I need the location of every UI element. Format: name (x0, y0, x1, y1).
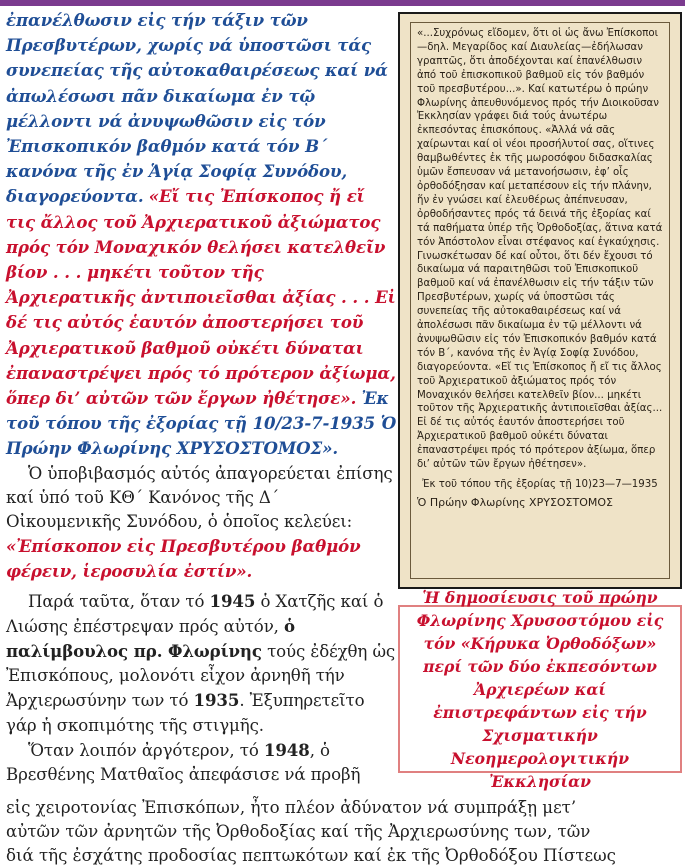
full-width-line-2: αὐτῶν τῶν ἀρνητῶν τῆς Ὀρθοδοξίας καί τῆς Ἀρχιερωσύνης των, τῶν (6, 822, 591, 841)
year-1935: 1935 (193, 690, 240, 711)
clipping-body: «...Συχρόνως εἴδομεν, ὅτι οἱ ὡς ἄνω Ἐπίσκοποι—δηλ. Μεγαρίδος καί Διαυλείας—ἐδήλωσαν γραπτῶς, ὅτι ἀποδέχονται καί ἐπανέλθωσιν ἀπό τοῦ ἐπισκοπικοῦ βαθμοῦ εἰς τόν βαθμόν τοῦ πρεσβυτέρου...». Καί κατωτέρω ὁ πρώην Φλωρίνης ἀπευθυνόμενος πρός τήν Διοικοῦσαν Ἐκκλησίαν γράφει διά τούς ἀνωτέρω ἐκπεσόντας ἐπισκόπους. «Ἀλλά νά σᾶς χαίρωνται καί οἱ νέοι προσήλυτοί σας, οἵτινες θαμβωθέντες ἐκ τῆς μωροσόφου διδασκαλίας ὑμῶν ἔσπευσαν νά μετανοήσωσιν, ἐφ’ οἷς ὀρθοδόξησαν καί μεταπέσουν εἰς τήν πλάνην, ἥν ἐν γνώσει καί ἐλευθέρως ἀπέπνευσαν, ὀρθοδήσαντες πρός τά δεινά τῆς ἐξορίας καί τά παθήματα ὑπέρ τῆς Ὀρθοδοξίας, ἅτινα κατά τόν Ἀπόστολον εἶναι στέφανος καί ἐγκαύχησις. Γινωσκέτωσαν δέ καί οὗτοι, ὅτι δέν ἔχουσι τό δικαίωμα νά παραιτηθῶσι τοῦ Ἐπισκοπικοῦ βαθμοῦ καί νά ἐπανέλθωσιν εἰς τήν τάξιν τῶν Πρεσβυτέρων, χωρίς νά ὑποστῶσι τάς συνεπείας τῆς αὐτοκαθαιρέσεως καί νά ἀπολέσωσι πᾶν δικαίωμα ἐν τῷ μέλλοντι νά ἀνυψωθῶσιν εἰς τόν Ἐπισκοπικόν βαθμόν κατά τόν Β΄, κανόνα τῆς ἐν Ἁγίᾳ Σοφίᾳ Συνόδου, διαγορεύοντα. «Εἴ τις Ἐπίσκοπος ἤ εἴ τις ἄλλος τοῦ Ἀρχιερατικοῦ ἀξιώματος πρός τόν Μοναχικόν θελήσει κατελθεῖν βίον... μηκέτι τοῦτον τῆς Ἀρχιερατικῆς ἀντιποιεῖσθαι ἀξίας... Εἰ δέ τις αὐτός ἑαυτόν ἀποστερήσει τοῦ Ἀρχιερατικοῦ βαθμοῦ οὐκέτι δύναται ἐπαναστρέψει πρός τό πρότερον ἀξίωμα, ὅπερ δι’ αὐτῶν τῶν ἔργων ἠθέτησεν». (417, 28, 663, 471)
paragraph-3-text-d: . Ἐξυπηρετεῖτο γάρ ἡ σκοπιμότης τῆς στιγμῆς. (6, 691, 365, 735)
paragraph-4-text-b: , ὁ Βρεσθένης Ματθαῖος ἀπεφάσισε νά προβῆ (6, 740, 361, 785)
bold-phrase: ὁ παλίμβουλος πρ. Φλωρίνης (6, 615, 295, 662)
main-text-column (6, 8, 398, 787)
clipping-place-date: Ἐκ τοῦ τόπου τῆς ἐξορίας τῇ 10)23—7—1935 (422, 479, 658, 490)
paragraph-3 (6, 589, 398, 738)
paragraph-4 (6, 738, 398, 787)
clipping-caption: Ἡ δημοσίευσις τοῦ πρώην Φλωρίνης Χρυσοστόμου εἰς τόν «Κήρυκα Ὀρθοδόξων» περί τῶν δύο ἐκπεσόντων Ἀρχιερέων καί ἐπιστρεφάντων εἰς τήν Σχισματικήν Νεοημερολογιτικήν Ἐκκλησίαν (416, 587, 664, 791)
top-border-bar (0, 0, 685, 6)
paragraph-3-text-b: ὁ Χατζῆς καί ὁ Λιώσης ἐπέστρεψαν πρός αὐτόν, (6, 591, 384, 636)
paragraph-2 (6, 462, 398, 585)
paragraph-3-text-c: τούς ἐδέχθη ὡς Ἐπισκόπους, μολονότι εἶχον ἀρνηθῆ τήν Ἀρχιερωσύνην των τό (6, 642, 396, 711)
full-width-line-1: εἰς χειροτονίας Ἐπισκόπων, ἦτο πλέον ἀδύνατον νά συμπράξῃ μετ’ (6, 798, 577, 817)
year-1948: 1948 (263, 739, 310, 760)
paragraph-1 (6, 8, 398, 462)
quoted-text-blue-2: Ἐκ τοῦ τόπου τῆς ἐξορίας τῇ 10/23-7-1935 Ὁ Πρώην Φλωρίνης ΧΡΥΣΟΣΤΟΜΟΣ». (6, 388, 397, 459)
newspaper-clipping (398, 12, 682, 589)
canon-quote-red: «Εἴ τις Ἐπίσκοπος ἤ εἴ τις ἄλλος τοῦ Ἀρχιερατικοῦ ἀξιώματος πρός τόν Μοναχικόν θελήσει κατελθεῖν βίον . . . μηκέτι τοῦτον τῆς Ἀρχιερατικῆς ἀντιποιεῖσθαι ἀξίας . . . Εἰ δέ τις αὐτός ἑαυτόν ἀποστερήσει τοῦ Ἀρχιερατικοῦ βαθμοῦ οὐκέτι δύναται ἐπαναστρέψει πρός τό πρότερον ἀξίωμα, ὅπερ δι’ αὐτῶν τῶν ἔργων ἠθέτησε». (6, 186, 396, 409)
quoted-text-blue-1: ἐπανέλθωσιν εἰς τήν τάξιν τῶν Πρεσβυτέρων, χωρίς νά ὑποστῶσι τάς συνεπείας τῆς αὐτοκαθαιρέσεως καί νά ἀπωλέσωσι πᾶν δικαίωμα ἐν τῷ μέλλοντι νά ἀνυψωθῶσιν εἰς τόν Ἐπισκοπικόν βαθμόν κατά τόν Β΄ κανόνα τῆς ἐν Ἁγίᾳ Σοφίᾳ Συνόδου, διαγορεύοντα. (6, 10, 388, 207)
full-width-line-3: διά τῆς ἐσχάτης προδοσίας πεπτωκότων καί ἐκ τῆς Ὀρθοδόξου Πίστεως (6, 846, 616, 865)
clipping-signature: Ὁ Πρώην Φλωρίνης ΧΡΥΣΟΣΤΟΜΟΣ (417, 495, 613, 509)
year-1945: 1945 (209, 590, 256, 611)
canon-29-quote: «Ἐπίσκοπον εἰς Πρεσβυτέρου βαθμόν φέρειν, ἱεροσυλία ἐστίν». (6, 536, 361, 582)
clipping-caption-box (398, 587, 682, 791)
paragraph-4-text-a: Ὅταν λοιπόν ἀργότερον, τό (28, 740, 264, 760)
paragraph-2-text: Ὁ ὑποβιβασμός αὐτός ἀπαγορεύεται ἐπίσης καί ὑπό τοῦ ΚΘ΄ Κανόνος τῆς Δ΄ Οἰκουμενικῆς Συνόδου, ὁ ὁποῖος κελεύει: (6, 463, 393, 532)
clipping-text-frame (410, 22, 670, 579)
paragraph-3-text-a: Παρά ταῦτα, ὅταν τό (28, 591, 210, 611)
